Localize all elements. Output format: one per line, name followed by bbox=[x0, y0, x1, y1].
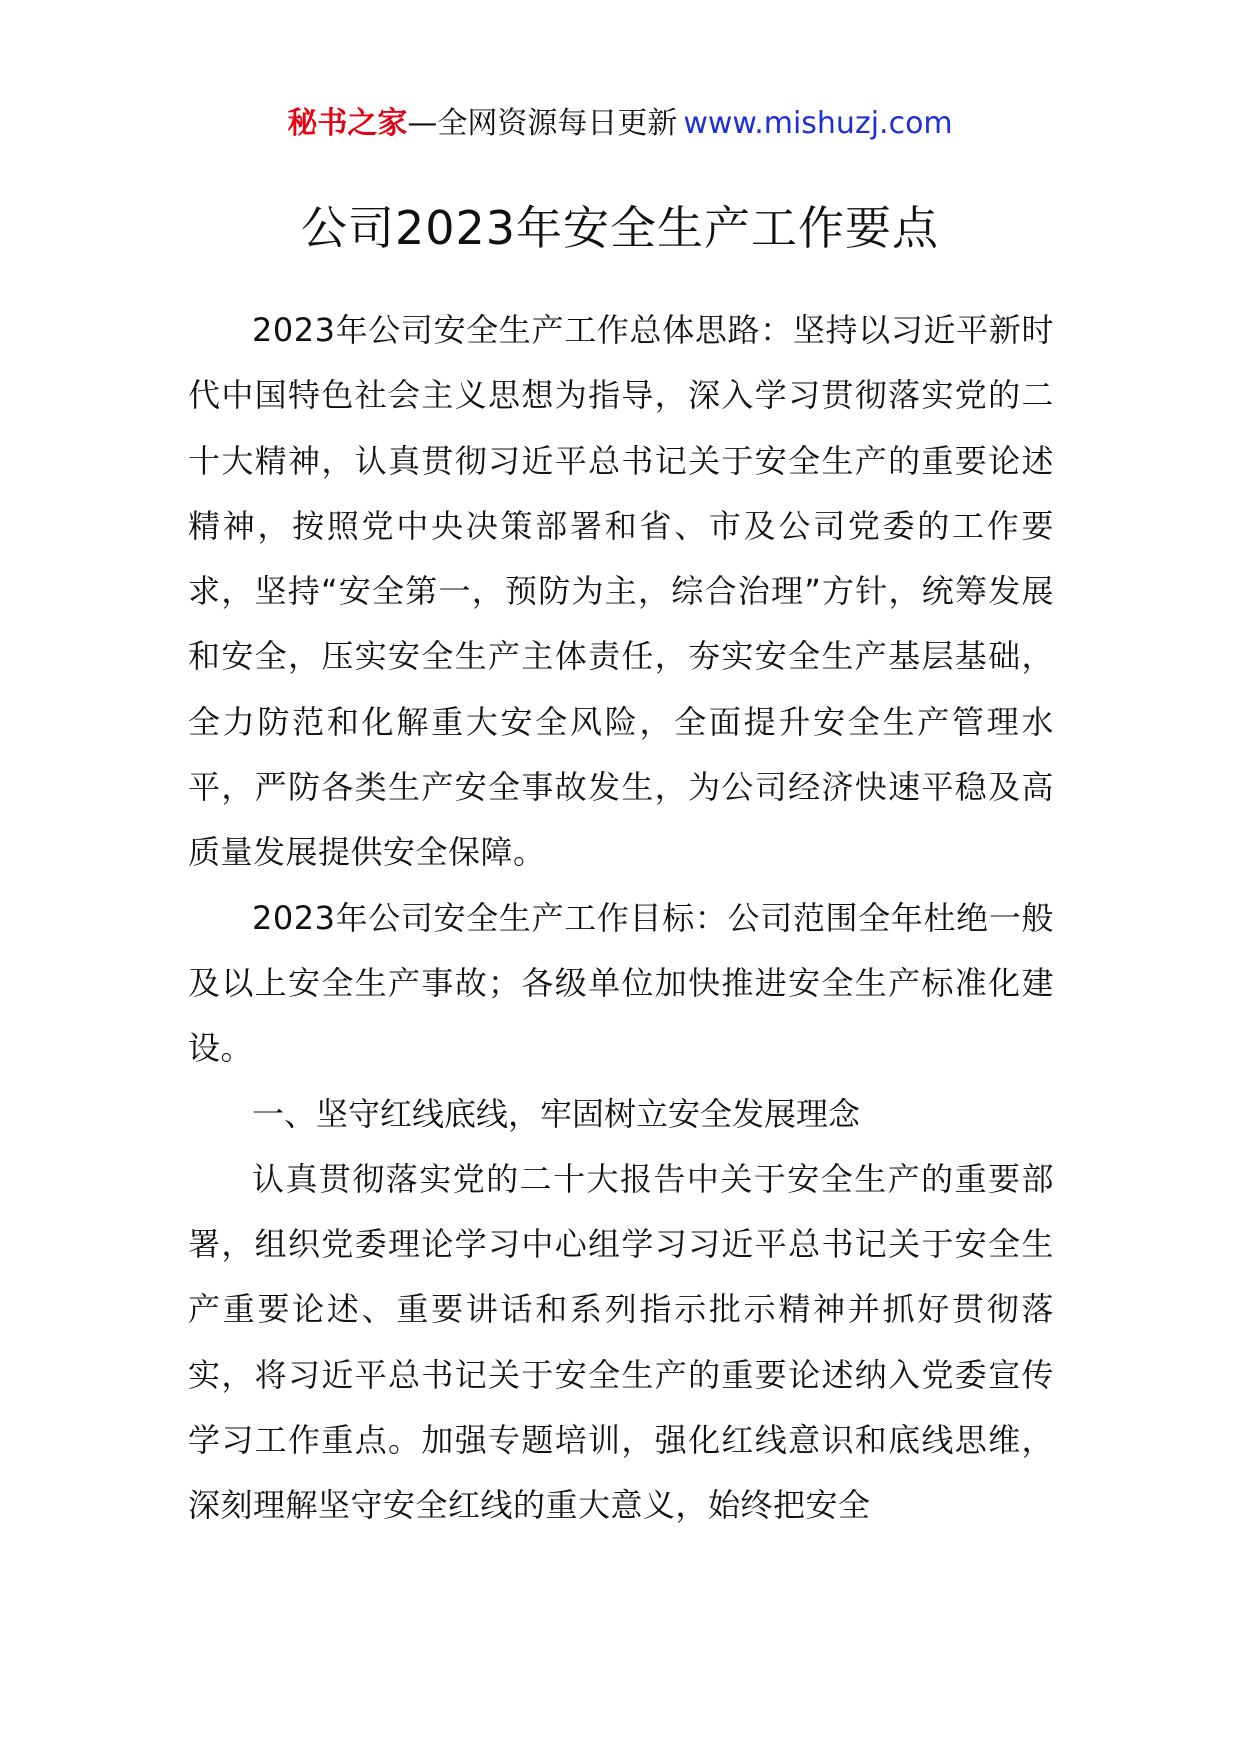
paragraph-overall-approach: 2023年公司安全生产工作总体思路：坚持以习近平新时代中国特色社会主义思想为指导，深入学习贯彻落实党的二十大精神，认真贯彻习近平总书记关于安全生产的重要论述精神，按照党中央决策部署和省、市及公司党委的工作要求，坚持“安全第一，预防为主，综合治理”方针，统筹发展和安全，压实安全生产主体责任，夯实安全生产基层基础，全力防范和化解重大安全风险，全面提升安全生产管理水平，严防各类生产安全事故发生，为公司经济快速平稳及高质量发展提供安全保障。 bbox=[188, 311, 1054, 872]
section-1-paragraph: 认真贯彻落实党的二十大报告中关于安全生产的重要部署，组织党委理论学习中心组学习习近平总书记关于安全生产重要论述、重要讲话和系列指示批示精神并抓好贯彻落实，将习近平总书记关于安全生产的重要论述纳入党委宣传学习工作重点。加强专题培训，强化红线意识和底线思维，深刻理解坚守安全红线的重大意义，始终把安全 bbox=[188, 1159, 1054, 1525]
section-heading-1: 一、坚守红线底线，牢固树立安全发展理念 bbox=[252, 1094, 861, 1133]
document-body bbox=[188, 298, 1054, 1539]
site-url-link[interactable]: www.mishuzj.com bbox=[683, 106, 953, 141]
document-title: 公司2023年安全生产工作要点 bbox=[300, 201, 940, 255]
site-header bbox=[0, 102, 1240, 146]
header-tagline: —全网资源每日更新 bbox=[407, 106, 678, 141]
paragraph-work-goals: 2023年公司安全生产工作目标：公司范围全年杜绝一般及以上安全生产事故；各级单位加快推进安全生产标准化建设。 bbox=[188, 898, 1054, 1068]
brand-name: 秘书之家 bbox=[287, 106, 408, 141]
